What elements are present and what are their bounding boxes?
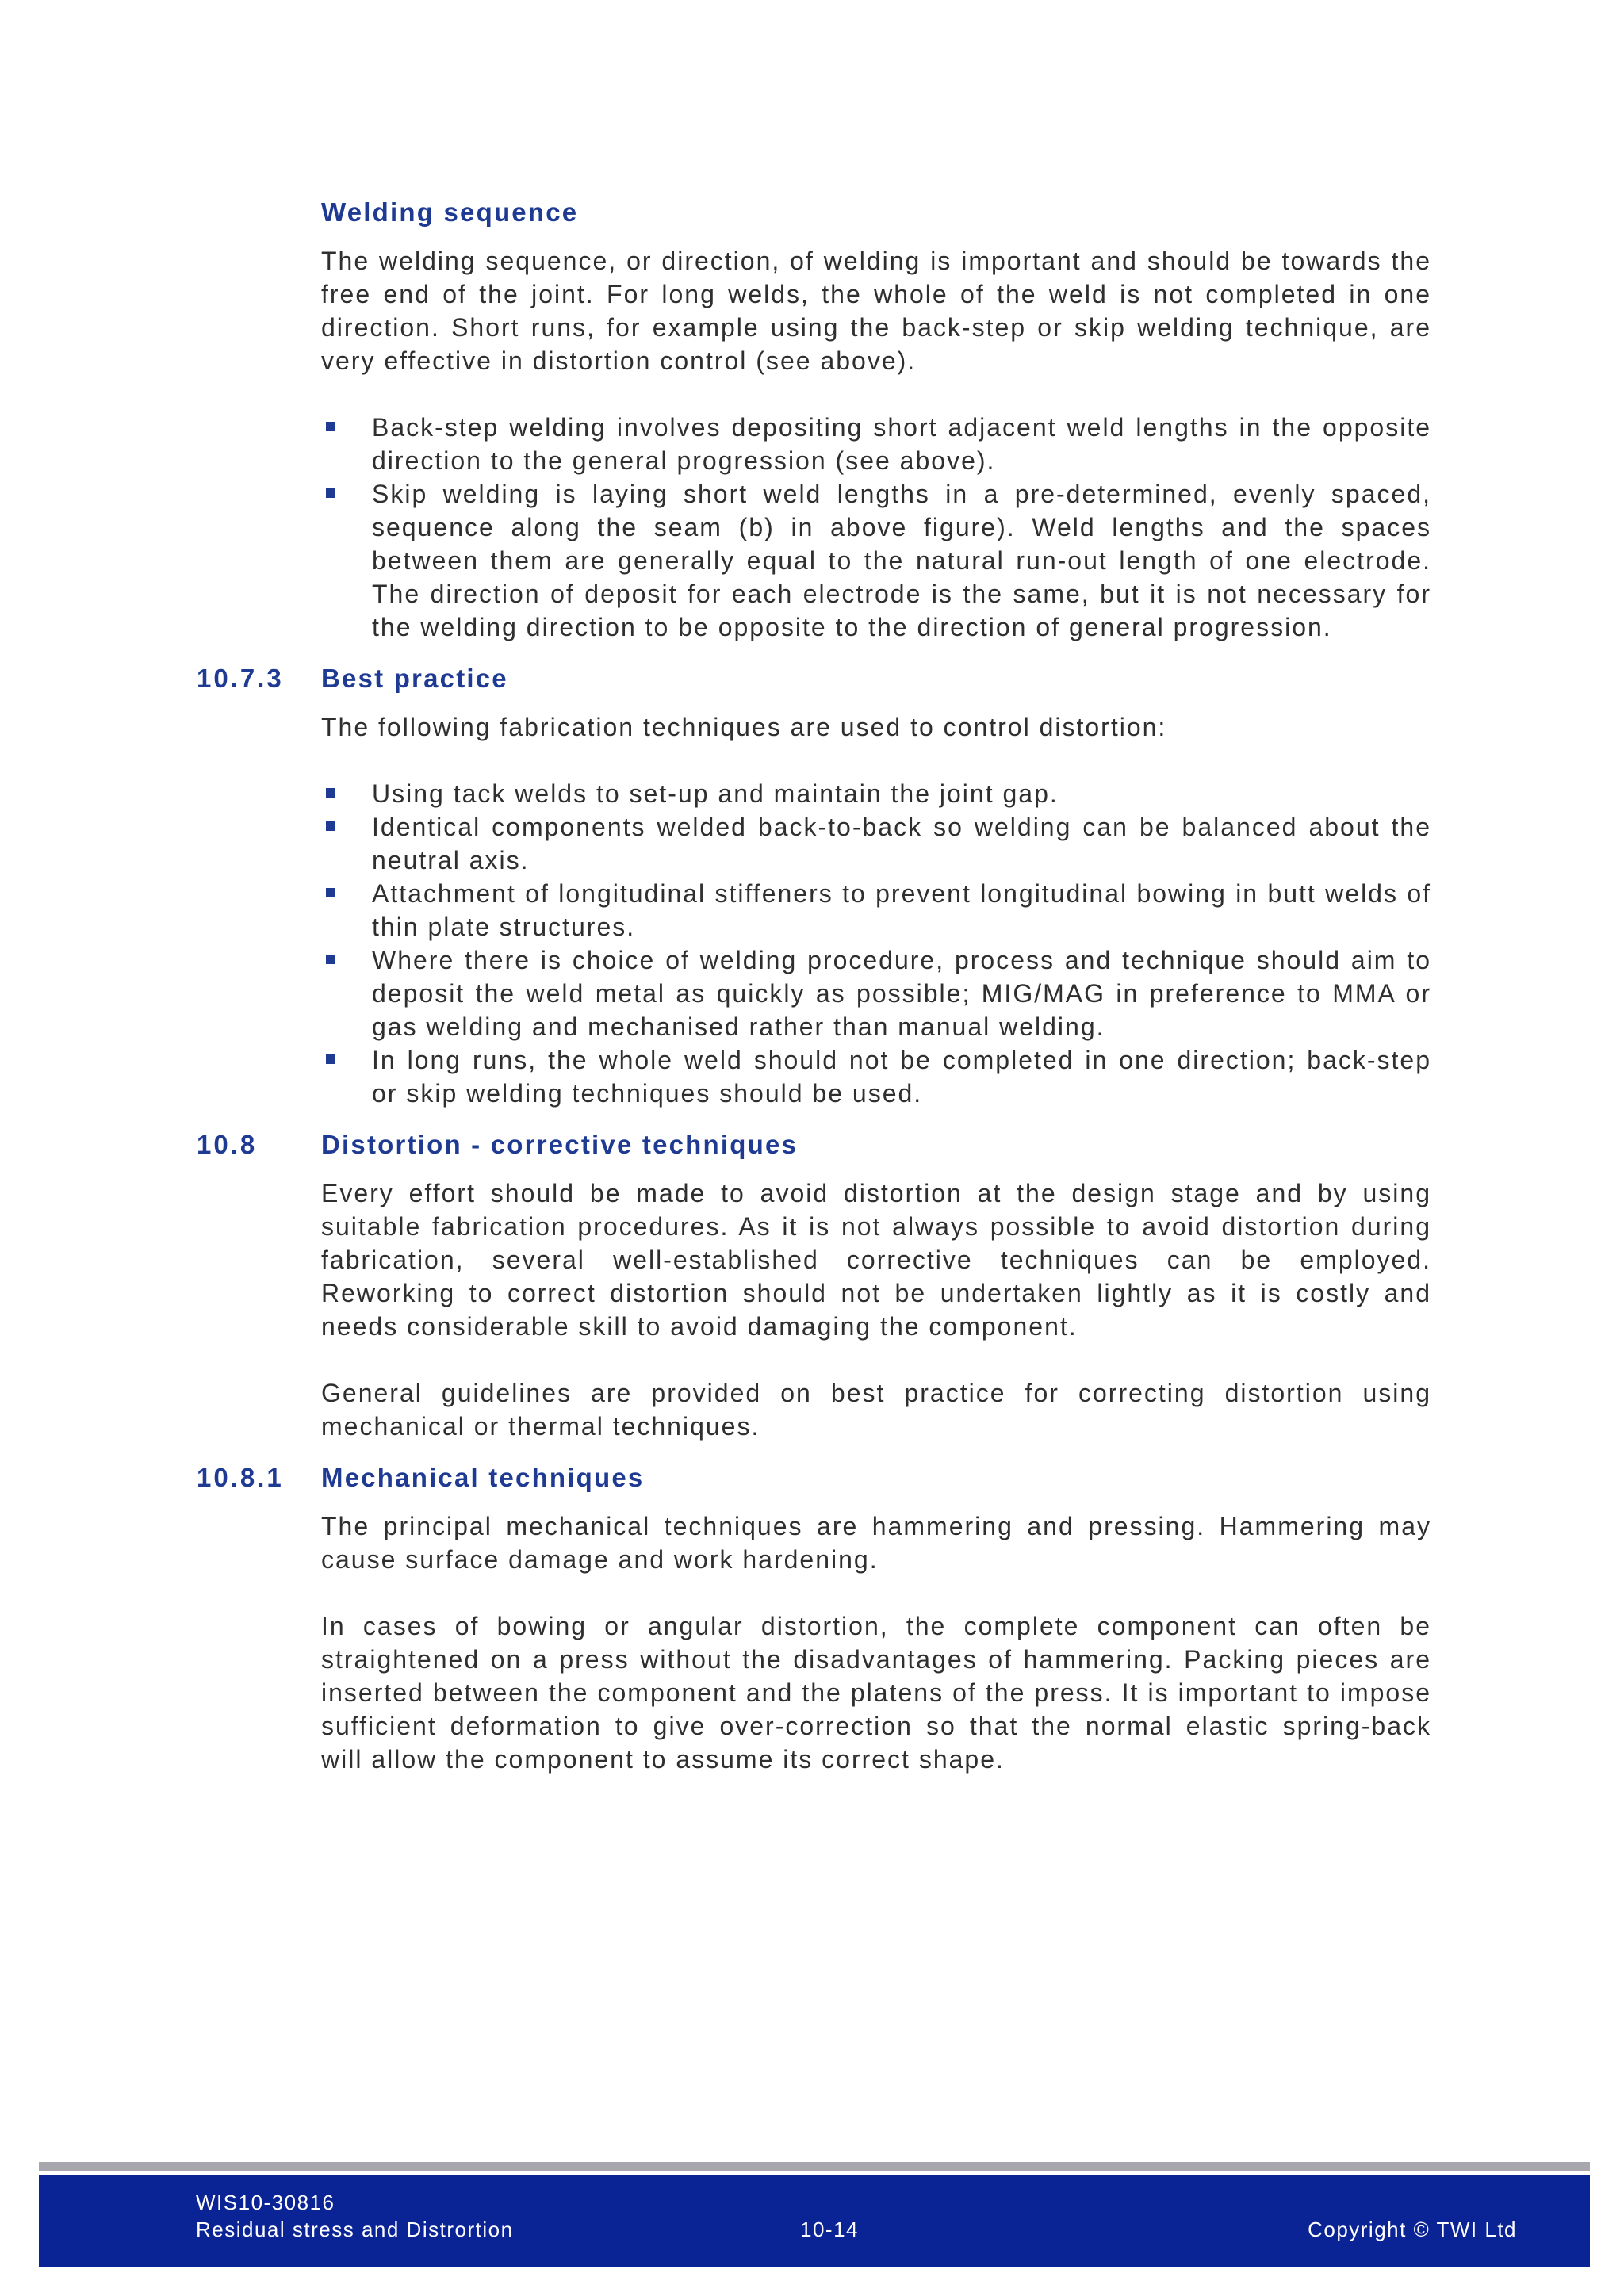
list-item-text: In long runs, the whole weld should not be completed in one direction; back-step or skip welding techniques should be used. [372,1046,1431,1108]
list-item [321,411,1431,477]
best-practice-section [321,696,1431,1110]
corrective-heading-row [197,1127,1431,1162]
list-item [321,477,1431,644]
section-number: 10.7.3 [197,664,284,693]
list-item-text: Back-step welding involves depositing short adjacent weld lengths in the opposite direction to the general progression (see above). [372,413,1431,475]
corrective-heading: Distortion - corrective techniques [321,1130,799,1159]
list-item [321,1043,1431,1110]
square-bullet-icon [326,488,335,498]
corrective-paragraph-1: Every effort should be made to avoid distortion at the design stage and by using suitable fabrication procedures. As it is not always possible to avoid distortion during fabrication, several well-established corrective techniques can be employed. Reworking to correct distortion should not be undertaken lightly as it is costly and needs considerable skill to avoid damaging the component. [321,1179,1431,1341]
welding-sequence-paragraph: The welding sequence, or direction, of welding is important and should be towards the free end of the joint. For long welds, the whole of the weld is not completed in one direction. Short runs, for example using the back-step or skip welding technique, are very effective in distortion control (see above). [321,247,1431,375]
footer-doc-title: Residual stress and Distrortion [196,2218,514,2241]
mechanical-section [321,1495,1431,1776]
list-item-text: Identical components welded back-to-back so welding can be balanced about the neutral axis. [372,813,1431,874]
best-practice-intro: The following fabrication techniques are used to control distortion: [321,713,1167,741]
square-bullet-icon [326,955,335,964]
list-item-text: Attachment of longitudinal stiffeners to prevent longitudinal bowing in butt welds of thin plate structures. [372,879,1431,941]
square-bullet-icon [326,788,335,798]
square-bullet-icon [326,422,335,431]
corrective-paragraph-2: General guidelines are provided on best practice for correcting distortion using mechanical or thermal techniques. [321,1379,1431,1441]
list-item-text: Skip welding is laying short weld lengths in a pre-determined, evenly spaced, sequence along the seam (b) in above figure). Weld lengths and the spaces between them are generally equal to the natural run-out length of one electrode. The direction of deposit for each electrode is the same, but it is not necessary for the welding direction to be opposite to the direction of general progression. [372,480,1431,641]
welding-sequence-section [321,195,1431,644]
mechanical-heading: Mechanical techniques [321,1463,645,1492]
list-item [321,810,1431,877]
mechanical-paragraph-2: In cases of bowing or angular distortion, the complete component can often be straightened on a press without the disadvantages of hammering. Packing pieces are inserted between the component and the platens of the press. It is important to impose sufficient deformation to give over-correction so that the normal elastic spring-back will allow the component to assume its correct shape. [321,1612,1431,1774]
list-item-text: Using tack welds to set-up and maintain the joint gap. [372,779,1059,808]
footer-divider [39,2162,1590,2171]
list-item [321,943,1431,1043]
footer-page-number: 10-14 [800,2218,859,2241]
best-practice-heading: Best practice [321,664,508,693]
list-item [321,877,1431,943]
section-number: 10.8.1 [197,1463,284,1492]
mechanical-heading-row [197,1460,1431,1495]
square-bullet-icon [326,888,335,897]
best-practice-bullet-list [321,777,1431,1110]
section-number: 10.8 [197,1130,258,1159]
welding-sequence-bullet-list [321,411,1431,644]
page-footer [39,2175,1590,2267]
list-item [321,777,1431,810]
best-practice-heading-row [197,661,1431,696]
footer-doc-number: WIS10-30816 [196,2191,335,2214]
footer-copyright: Copyright © TWI Ltd [1308,2218,1517,2241]
list-item-text: Where there is choice of welding procedure, process and technique should aim to deposit the weld metal as quickly as possible; MIG/MAG in preference to MMA or gas welding and mechanised rather than manual welding. [372,946,1431,1041]
welding-sequence-heading: Welding sequence [321,197,579,227]
mechanical-paragraph-1: The principal mechanical techniques are hammering and pressing. Hammering may cause surface damage and work hardening. [321,1512,1431,1574]
square-bullet-icon [326,821,335,831]
corrective-section [321,1162,1431,1443]
square-bullet-icon [326,1054,335,1064]
